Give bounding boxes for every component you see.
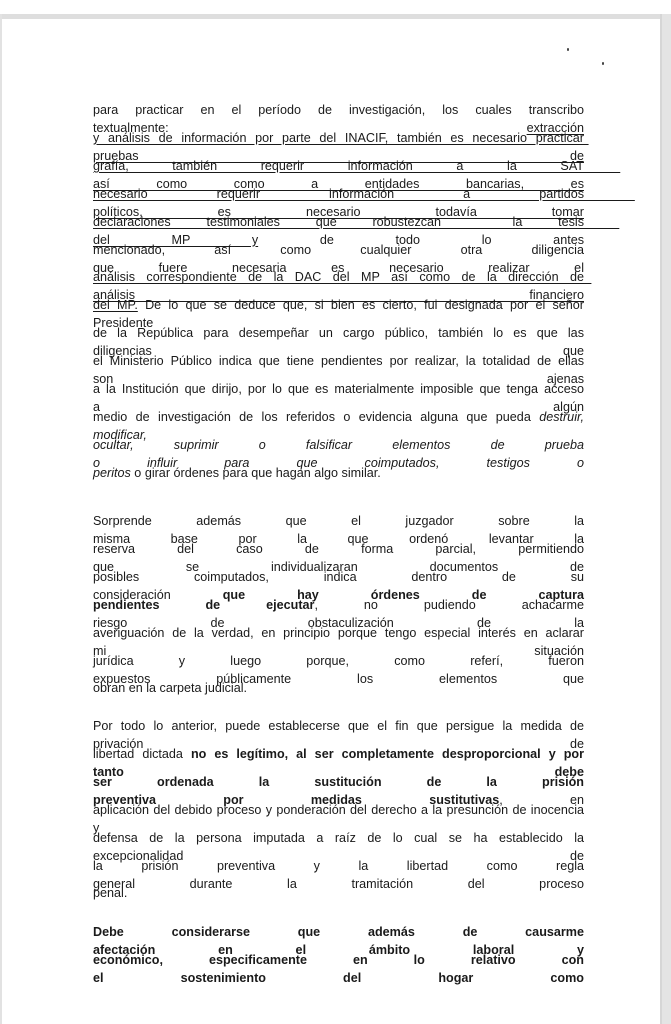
text-line xyxy=(93,857,621,891)
text-line xyxy=(93,568,626,602)
bold-text: que hay órdenes de captura xyxy=(222,587,584,602)
text-line xyxy=(93,408,592,442)
text-line xyxy=(93,829,589,863)
text-line xyxy=(93,801,592,835)
text-line xyxy=(93,596,628,630)
italic-text: ocultar, suprimir o falsificar elementos de prueba o influir para que coimputados, testigos o xyxy=(93,437,620,470)
text-line xyxy=(93,380,590,414)
text-line xyxy=(93,745,590,779)
text-segment: o girar órdenes para que hagan algo similar. xyxy=(130,465,381,480)
text-segment: , en xyxy=(499,792,584,807)
text-segment: de todo lo antes xyxy=(258,232,584,247)
scan-speck xyxy=(602,62,604,65)
text-segment: la prisión preventiva y la libertad como regla general durante la tramitación del proceso xyxy=(93,858,621,891)
text-segment: , no pudiendo achacarme riesgo de obstaculización de la xyxy=(93,597,628,630)
text-segment: averiguación de la verdad, en principio porque tengo especial interés en aclarar mi situación xyxy=(93,625,592,658)
text-line xyxy=(93,951,627,985)
underlined-text: declaraciones testimoniales que robustezcan la tesis del MP y xyxy=(93,214,620,247)
text-line xyxy=(93,268,592,303)
text-line xyxy=(93,717,589,751)
bold-text: no es legítimo, al ser completamente desproporcional y por tanto debe xyxy=(93,746,590,779)
text-segment: posibles coimputados, indica dentro de su consideración xyxy=(93,569,626,602)
text-line xyxy=(93,512,619,546)
text-segment: para practicar en el período de investigación, los cuales transcribo textualmente: xyxy=(93,103,593,135)
text-line xyxy=(93,241,623,275)
text-line xyxy=(93,296,592,331)
text-line xyxy=(93,352,591,387)
text-line xyxy=(93,436,620,470)
text-segment: Por todo lo anterior, puede establecerse que el fin que persigue la medida de privación de xyxy=(93,719,589,751)
text-line xyxy=(93,324,590,359)
text-line xyxy=(93,540,625,574)
text-segment: penal. xyxy=(93,886,128,901)
text-segment: jurídica y luego porque, como referí, fueron expuestos públicamente los elementos que xyxy=(93,653,626,686)
bold-text: económico, especificamente en lo relativo con el sostenimiento del hogar como xyxy=(93,952,627,985)
text-segment: Sorprende además que el juzgador sobre la misma base por la que ordenó levantar la xyxy=(93,514,619,546)
viewer-right-border xyxy=(660,14,671,1024)
underlined-text: y análisis de información por parte del INACIF, también es necesario practicar pruebas de xyxy=(93,130,589,163)
text-line xyxy=(93,213,620,247)
document-page xyxy=(2,19,660,1024)
underlined-text: análisis correspondiente de la DAC del MP así como de la dirección de análisis financiero xyxy=(93,270,592,303)
text-segment: de la República para desempeñar un cargo público, también lo es que las diligencias que xyxy=(93,326,590,359)
italic-text: destruir, modificar, xyxy=(93,409,592,442)
text-segment: aplicación del debido proceso y ponderación del derecho a la presunción de inocencia y xyxy=(93,802,592,835)
text-line xyxy=(93,624,592,658)
text-segment: a la Institución que dirijo, por lo que es materialmente imposible que tenga acceso a algún xyxy=(93,382,590,414)
text-line xyxy=(93,773,626,807)
bold-text: ser ordenada la sustitución de la prisión preventiva por medidas sustitutivas xyxy=(93,774,626,807)
text-segment: el Ministerio Público indica que tiene pendientes por realizar, la totalidad de ellas son ajenas xyxy=(93,354,591,387)
text-segment: De lo que se deduce que, si bien es cierto, fui designada por el señor Presidente xyxy=(93,298,592,331)
italic-text: peritos xyxy=(93,465,131,480)
text-line xyxy=(93,923,626,957)
underlined-text: del MP. xyxy=(93,298,138,313)
text-line xyxy=(93,185,635,219)
text-line xyxy=(93,101,593,135)
text-segment: reserva del caso de forma parcial, permitiendo que se individualizaran documentos de xyxy=(93,541,625,574)
scan-speck xyxy=(567,48,569,51)
underlined-text: extracción xyxy=(526,121,584,135)
text-line xyxy=(93,884,584,902)
text-segment: libertad dictada xyxy=(93,746,191,761)
text-segment: mencionado, así como cualquier otra diligencia que fuere necesaria es necesario realizar el xyxy=(93,242,623,275)
text-segment: medio de investigación de los referidos o evidencia alguna que pueda xyxy=(93,409,540,424)
bold-text: Debe considerarse que además de causarme afectación en el ámbito laboral y xyxy=(93,925,626,957)
text-line xyxy=(93,464,584,482)
text-segment: obran en la carpeta judicial. xyxy=(93,681,248,696)
text-segment: defensa de la persona imputada a raíz de lo cual se ha establecido la excepcionalidad de xyxy=(93,830,589,863)
underlined-text: necesario requerir información a partidos políticos, es necesario todavía tomar xyxy=(93,186,635,219)
text-line xyxy=(93,129,589,163)
text-line xyxy=(93,652,626,686)
text-line xyxy=(93,679,584,697)
text-line xyxy=(93,157,621,191)
bold-text: pendientes de ejecutar xyxy=(93,597,315,612)
underlined-text: grafía, también requerir información a la SAT así como como a entidades bancarias, es xyxy=(93,158,621,191)
